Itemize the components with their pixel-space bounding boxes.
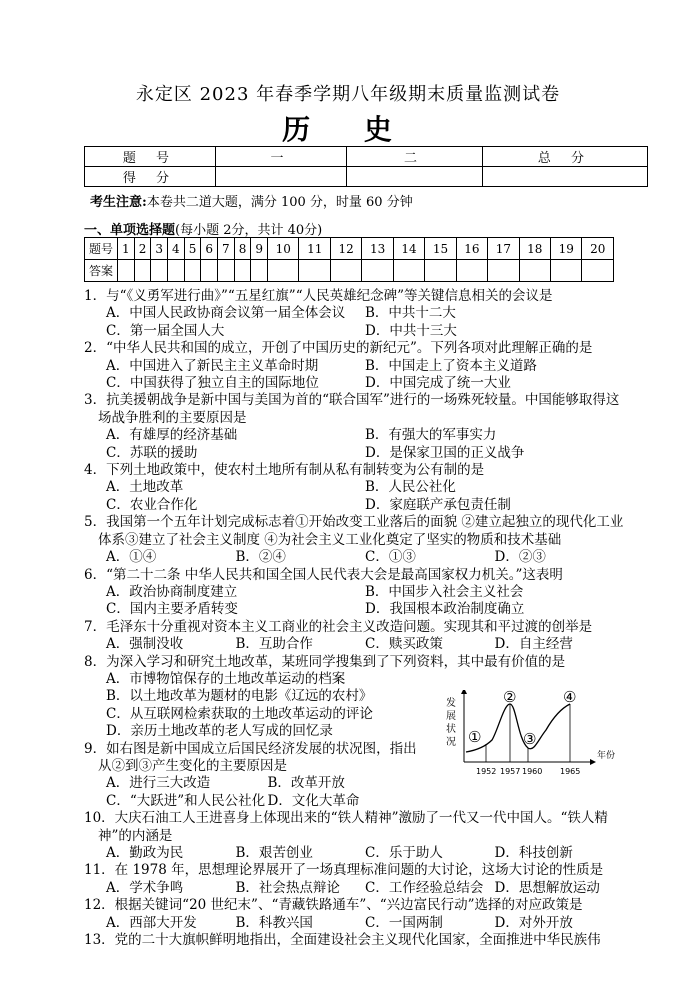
- answer-option[interactable]: A．中国人民政协商会议第一届全体会议: [106, 305, 346, 322]
- question-stem: 12．根据关键词“20 世纪末”、“青藏铁路通车”、“兴边富民行动”选择的对应政策是: [84, 897, 583, 914]
- answer-number-cell: 20: [582, 238, 614, 260]
- answer-option[interactable]: B．中国走上了资本主义道路: [365, 357, 537, 374]
- year-tick: 1957: [500, 767, 521, 776]
- question-stem: 8．为深入学习和研究土地改革，某班同学搜集到了下列资料，其中最有价值的是: [84, 653, 566, 670]
- answer-option[interactable]: B．改革开放: [267, 775, 345, 792]
- question-stem: 11．在 1978 年，思想理论界展开了一场真理标准问题的大讨论，这场大讨论的性质是: [84, 862, 604, 879]
- answer-option[interactable]: D．中共十三大: [365, 322, 457, 339]
- answer-option[interactable]: B．中国步入社会主义社会: [365, 583, 524, 600]
- answer-option[interactable]: A．有雄厚的经济基础: [106, 427, 238, 444]
- answer-number-cell: 17: [488, 238, 519, 260]
- option-row: [84, 323, 624, 340]
- answer-option[interactable]: C．从互联网检索获取的土地改革运动的评论: [106, 705, 373, 722]
- answer-option[interactable]: B．社会热点辩论: [235, 879, 340, 896]
- answer-blank-cell[interactable]: [456, 260, 487, 282]
- option-row: [84, 445, 624, 462]
- answer-option[interactable]: A．学术争鸣: [106, 879, 184, 896]
- subject-title: 历 史: [282, 113, 414, 146]
- answer-option[interactable]: C．一国两制: [365, 914, 443, 931]
- answer-option[interactable]: D．文化大革命: [267, 792, 360, 809]
- answer-option[interactable]: B．互助合作: [235, 636, 313, 653]
- answer-option[interactable]: B．科教兴国: [235, 914, 313, 931]
- question-stem: 1．与“《义勇军进行曲》”“五星红旗”“人民英雄纪念碑”等关键信息相关的会议是: [84, 288, 553, 304]
- question-item: [84, 741, 429, 811]
- answer-table: [84, 237, 614, 282]
- score-cell: 题 号: [85, 147, 216, 167]
- y-axis-label-char: 展: [446, 711, 456, 722]
- answer-option[interactable]: C．国内主要矛盾转变: [106, 601, 238, 618]
- answer-blank-cell[interactable]: [184, 260, 201, 282]
- answer-number-cell: 16: [456, 238, 487, 260]
- answer-number-cell: 19: [550, 238, 581, 260]
- answer-blank-cell[interactable]: [362, 260, 393, 282]
- point-marker: ①: [468, 728, 482, 746]
- question-item: [84, 340, 624, 392]
- option-row: [84, 775, 429, 792]
- point-marker: ④: [563, 690, 577, 706]
- question-item: [84, 567, 624, 619]
- option-row: [84, 793, 429, 810]
- year-tick: 1965: [560, 767, 581, 776]
- section-title: 一、单项选择题: [84, 223, 176, 238]
- answer-option[interactable]: B．有强大的军事实力: [365, 427, 497, 444]
- answer-option[interactable]: A．强制没收: [106, 636, 184, 653]
- score-cell[interactable]: [347, 167, 483, 187]
- option-row: [84, 479, 624, 496]
- question-stem: 3．抗美援朝战争是新中国与美国为首的“联合国军”进行的一场殊死较量。中国能够取得这场战争胜利的主要原因是: [84, 392, 620, 426]
- answer-option[interactable]: C．农业合作化: [106, 496, 198, 513]
- answer-option[interactable]: D．家庭联产承包责任制: [365, 496, 511, 513]
- answer-option[interactable]: C．中国获得了独立自主的国际地位: [106, 375, 319, 392]
- question-item: [84, 897, 624, 932]
- option-row: [84, 549, 624, 566]
- answer-blank-cell[interactable]: [488, 260, 519, 282]
- answer-number-cell: 6: [201, 238, 218, 260]
- answer-number-cell: 8: [234, 238, 251, 260]
- answer-option[interactable]: A．勤政为民: [106, 845, 184, 861]
- option-row: [84, 375, 624, 392]
- answer-option[interactable]: A．西部大开发: [106, 914, 197, 931]
- answer-blank-cell[interactable]: [519, 260, 550, 282]
- question-stem: 7．毛泽东十分重视对资本主义工商业的社会主义改造问题。实现其和平过渡的创举是: [84, 618, 593, 635]
- option-row: [84, 305, 624, 322]
- notice-text: 本卷共二道大题，满分 100 分，时量 60 分钟: [146, 195, 413, 210]
- option-row: [84, 880, 624, 897]
- answer-number-cell: 14: [393, 238, 424, 260]
- year-tick: 1952: [476, 767, 497, 776]
- answer-blank-cell[interactable]: [134, 260, 151, 282]
- answer-number-cell: 5: [184, 238, 201, 260]
- y-axis-label-char: 状: [446, 724, 456, 735]
- answer-number-cell: 1: [118, 238, 135, 260]
- question-stem: 13．党的二十大旗帜鲜明地指出，全面建设社会主义现代化国家，全面推进中华民族伟: [84, 932, 601, 949]
- answer-row-label: 题号: [85, 238, 118, 260]
- question-stem: 9．如右图是新中国成立后国民经济发展的状况图，指出从②到③产生变化的主要原因是: [84, 740, 417, 774]
- option-row: [84, 584, 624, 601]
- answer-blank-cell[interactable]: [425, 260, 456, 282]
- point-marker: ②: [503, 690, 517, 706]
- answer-option[interactable]: C．“大跃进”和人民公社化: [106, 792, 266, 809]
- answer-option[interactable]: C．①③: [365, 549, 416, 566]
- answer-option[interactable]: D．是保家卫国的正义战争: [365, 444, 525, 461]
- y-axis-label: [446, 696, 456, 748]
- y-axis-label-char: 况: [446, 737, 456, 748]
- y-axis-arrow: [461, 690, 467, 694]
- answer-blank-cell[interactable]: [118, 260, 135, 282]
- question-item: [84, 932, 624, 949]
- answer-option[interactable]: B．人民公社化: [365, 479, 456, 496]
- answer-option[interactable]: C．苏联的援助: [106, 444, 198, 461]
- question-item: [84, 810, 624, 862]
- section-note: (每小题 2分，共计 40分): [175, 223, 323, 238]
- answer-number-cell: 10: [268, 238, 299, 260]
- development-curve: [466, 704, 570, 752]
- option-row: [84, 601, 624, 618]
- question-stem: 6．“第二十二条 中华人民共和国全国人民代表大会是最高国家权力机关。”这表明: [84, 566, 563, 583]
- section-heading: [84, 219, 322, 238]
- answer-option[interactable]: A．市博物馆保存的土地改革运动的档案: [106, 670, 346, 687]
- answer-number-cell: 4: [168, 238, 185, 260]
- question-stem: 4．下列土地政策中，使农村土地所有制从私有制转变为公有制的是: [84, 462, 485, 479]
- answer-number-cell: 7: [218, 238, 235, 260]
- option-row: [84, 915, 624, 932]
- answer-option[interactable]: C．赎买政策: [365, 636, 443, 653]
- answer-blank-cell[interactable]: [251, 260, 268, 282]
- answer-option[interactable]: D．中国完成了统一大业: [365, 375, 511, 392]
- score-cell: 二: [347, 147, 483, 167]
- answer-blank-cell[interactable]: [234, 260, 251, 282]
- option-row: [84, 671, 624, 688]
- question-list: [84, 288, 624, 949]
- answer-option[interactable]: D．自主经营: [494, 636, 573, 653]
- answer-option[interactable]: C．乐于助人: [365, 845, 443, 861]
- question-item: [84, 288, 624, 340]
- answer-option[interactable]: A．土地改革: [106, 479, 184, 496]
- score-cell: 一: [216, 147, 347, 167]
- question-item: [84, 619, 624, 654]
- answer-option[interactable]: D．思想解放运动: [494, 879, 600, 896]
- option-row: [84, 497, 624, 514]
- answer-blank-cell[interactable]: [550, 260, 581, 282]
- answer-option[interactable]: D．我国根本政治制度确立: [365, 601, 525, 618]
- answer-blank-cell[interactable]: [151, 260, 168, 282]
- answer-option[interactable]: C．第一届全国人大: [106, 322, 225, 339]
- answer-row-label: 答案: [85, 260, 118, 282]
- answer-blank-cell[interactable]: [268, 260, 299, 282]
- answer-option[interactable]: B．艰苦创业: [235, 845, 313, 861]
- answer-number-cell: 2: [134, 238, 151, 260]
- answer-number-cell: 12: [330, 238, 361, 260]
- answer-option[interactable]: A．中国进入了新民主主义革命时期: [106, 357, 319, 374]
- question-stem: 5．我国第一个五年计划完成标志着①开始改变工业落后的面貌 ②建立起独立的现代化工业体系③建立了社会主义制度 ④为社会主义工业化奠定了坚实的物质和技术基础: [84, 514, 624, 548]
- answer-option[interactable]: D．亲历土地改革的老人写成的回忆录: [106, 723, 333, 740]
- score-cell: 总 分: [483, 147, 648, 167]
- answer-option[interactable]: A．政治协商制度建立: [106, 583, 238, 600]
- exam-notice: [90, 191, 413, 210]
- question-item: [84, 514, 624, 566]
- option-row: [84, 427, 624, 444]
- answer-blank-cell[interactable]: [330, 260, 361, 282]
- answer-option[interactable]: A．①④: [106, 549, 157, 566]
- score-cell[interactable]: [483, 167, 648, 187]
- answer-option[interactable]: B．以土地改革为题材的电影《辽远的农村》: [106, 688, 373, 705]
- y-axis-label-char: 发: [446, 698, 456, 709]
- answer-number-cell: 11: [299, 238, 330, 260]
- option-row: [84, 636, 624, 653]
- answer-option[interactable]: D．科技创新: [494, 845, 573, 861]
- answer-blank-cell[interactable]: [299, 260, 330, 282]
- answer-blank-cell[interactable]: [168, 260, 185, 282]
- exam-title: 永定区 2023 年春季学期八年级期末质量监测试卷: [135, 84, 561, 105]
- question-item: [84, 862, 624, 897]
- score-cell: 得 分: [85, 167, 216, 187]
- answer-blank-cell[interactable]: [582, 260, 614, 282]
- answer-option[interactable]: B．②④: [235, 549, 286, 566]
- question-stem: 10．大庆石油工人王进喜身上体现出来的“铁人精神”激励了一代又一代中国人。“铁人精神”的内涵是: [84, 810, 608, 844]
- answer-number-cell: 9: [251, 238, 268, 260]
- answer-option[interactable]: A．进行三大改造: [106, 775, 211, 792]
- answer-blank-cell[interactable]: [218, 260, 235, 282]
- question-stem: 2．“中华人民共和国的成立，开创了中国历史的新纪元”。下列各项对此理解正确的是: [84, 340, 593, 357]
- score-table: [84, 146, 648, 187]
- answer-number-cell: 3: [151, 238, 168, 260]
- answer-number-cell: 15: [425, 238, 456, 260]
- option-row: [84, 845, 624, 862]
- answer-number-cell: 13: [362, 238, 393, 260]
- economy-chart: [442, 690, 618, 786]
- x-axis-label: 年份: [597, 751, 616, 761]
- answer-blank-cell[interactable]: [201, 260, 218, 282]
- answer-option[interactable]: D．对外开放: [494, 914, 573, 931]
- question-item: [84, 462, 624, 514]
- answer-option[interactable]: B．中共十二大: [365, 305, 456, 322]
- answer-option[interactable]: D．②③: [494, 549, 546, 566]
- answer-blank-cell[interactable]: [393, 260, 424, 282]
- answer-option[interactable]: C．工作经验总结会: [365, 879, 484, 896]
- question-item: [84, 392, 624, 462]
- score-cell[interactable]: [216, 167, 347, 187]
- answer-number-cell: 18: [519, 238, 550, 260]
- point-marker: ③: [523, 730, 537, 748]
- year-tick: 1960: [522, 767, 543, 776]
- option-row: [84, 358, 624, 375]
- notice-label: 考生注意:: [90, 195, 147, 210]
- x-axis-arrow: [590, 759, 596, 765]
